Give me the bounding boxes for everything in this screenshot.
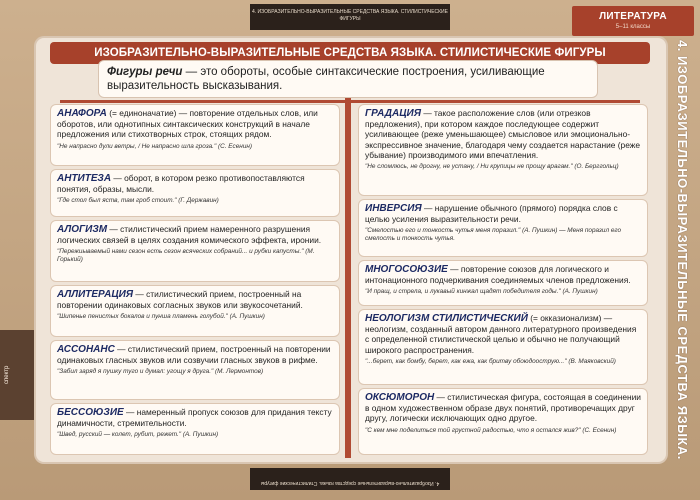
card-body: — стилистический прием, построенный на повторении одинаковых гласных звуков или созвучии гласных звуков в рифме. bbox=[57, 344, 331, 366]
card-gradatsiya bbox=[358, 104, 648, 196]
card-example: "Не напрасно дули ветры, / Не напрасно шла гроза." (С. Есенин) bbox=[57, 142, 253, 150]
card-body: — стилистический прием намеренного разрушения логических связей в целях создания комического эффекта, иронии. bbox=[57, 224, 322, 246]
definition-box bbox=[98, 60, 598, 98]
bottom-label-strip: 4. Изобразительно-выразительные средства языка. Стилистические фигуры bbox=[250, 468, 450, 490]
card-alliteratsiya bbox=[50, 285, 340, 337]
card-alogizm bbox=[50, 220, 340, 282]
card-term: АНТИТЕЗА bbox=[57, 173, 112, 184]
card-example: "Пережиываемый нами сезон есть сезон всяческих собраний... и рубки капусты." (М. Горький) bbox=[57, 248, 315, 264]
card-body: — оборот, в котором резко противопоставляются понятия, образы, мысли. bbox=[57, 173, 305, 195]
subject-badge-grades: 5–11 классы bbox=[615, 24, 651, 30]
card-neologizm bbox=[358, 309, 648, 385]
connector-horizontal bbox=[60, 100, 640, 103]
card-body: (= окказионализм) — неологизм, созданный автором данного литературного произведения с определенной стилистической целью и обычно не получающий широкого распространения. bbox=[365, 313, 637, 355]
card-term: ОКСЮМОРОН bbox=[365, 392, 435, 403]
card-example: "Где стол был яств, там гроб стоит." (Г. Державин) bbox=[57, 197, 219, 205]
card-oksyumoron bbox=[358, 388, 648, 455]
card-bessoyuzie bbox=[50, 403, 340, 455]
card-term: АЛЛИТЕРАЦИЯ bbox=[57, 289, 134, 300]
card-body: — намеренный пропуск союзов для придания тексту динамичности, стремительности. bbox=[57, 407, 332, 429]
card-example: "Шипенье пенистых бокалов и пунша пламень голубой." (А. Пушкин) bbox=[57, 313, 265, 321]
card-example: "Не сломлюсь, не дрогну, не устану, / Ни крупицы не прощу врагам." (О. Берггольц) bbox=[365, 163, 619, 171]
card-body: — повторение союзов для логического и интонационного подчеркивания соединяемых членов предложения. bbox=[365, 264, 631, 286]
card-term: АССОНАНС bbox=[57, 344, 115, 355]
subject-badge-title: ЛИТЕРАТУРА bbox=[599, 11, 667, 22]
card-body: — нарушение обычного (прямого) порядка слов с целью усиления выразительности речи. bbox=[365, 203, 618, 225]
card-term: АЛОГИЗМ bbox=[57, 224, 108, 235]
card-body: — такое расположение слов (или отрезков предложения), при котором каждое последующее содержит усиливающее (реже уменьшающее) смысловое или эмоционально-экспрессивное значение, благодаря чему создается нарастание (реже убывание) производимого ими впечатления. bbox=[365, 108, 641, 160]
card-mnogosoyuzie bbox=[358, 260, 648, 306]
top-label-strip: 4. ИЗОБРАЗИТЕЛЬНО-ВЫРАЗИТЕЛЬНЫЕ СРЕДСТВА ЯЗЫКА. СТИЛИСТИЧЕСКИЕ ФИГУРЫ bbox=[250, 4, 450, 30]
card-example: "И пращ, и стрела, и лукавый кинжал щадят победителя годы." (А. Пушкин) bbox=[365, 288, 598, 296]
card-example: "Смелостью его и тонкость чутья меня поразил." (А. Пушкин) — Меня поразил его смелость и тонкость чутья. bbox=[365, 227, 622, 243]
subject-badge bbox=[572, 6, 694, 36]
card-anafora bbox=[50, 104, 340, 166]
card-term: ГРАДАЦИЯ bbox=[365, 108, 421, 119]
card-example: "Забил заряд я пушку туго и думал: угощу я друга." (М. Лермонтов) bbox=[57, 368, 264, 376]
card-body: — стилистическая фигура, состоящая в соединении в одном художественном образе двух понятий, противоречащих друг другу, логически исключающих одно другое. bbox=[365, 392, 641, 424]
card-example: "Швед, русский — колет, рубит, режет." (А. Пушкин) bbox=[57, 431, 219, 439]
card-example: "...берет, как бомбу, берет, как ежа, как бритву обоюдоострую..." (В. Маяковский) bbox=[365, 357, 616, 365]
definition-text: — это обороты, особые синтаксические построения, усиливающие выразительность высказывания. bbox=[107, 66, 545, 92]
page-title: ИЗОБРАЗИТЕЛЬНО-ВЫРАЗИТЕЛЬНЫЕ СРЕДСТВА ЯЗЫКА. СТИЛИСТИЧЕСКИЕ ФИГУРЫ bbox=[50, 42, 650, 64]
card-term: ИНВЕРСИЯ bbox=[365, 203, 422, 214]
side-vertical-title: 4. ИЗОБРАЗИТЕЛЬНО-ВЫРАЗИТЕЛЬНЫЕ СРЕДСТВА ЯЗЫКА. bbox=[675, 40, 690, 460]
card-body: — стилистический прием, построенный на повторении одинаковых согласных звуков или звукосочетаний. bbox=[57, 289, 303, 311]
card-term: АНАФОРА bbox=[57, 108, 107, 119]
card-term: МНОГОСОЮЗИЕ bbox=[365, 264, 448, 275]
connector-vertical bbox=[345, 98, 351, 458]
publisher-logo: спектр bbox=[0, 330, 34, 420]
card-inversiya bbox=[358, 199, 648, 257]
card-antiteza bbox=[50, 169, 340, 217]
definition-term: Фигуры речи bbox=[107, 66, 183, 78]
card-body: (= единоначатие) — повторение отдельных слов, или оборотов, или однотипных синтаксических конструкций в начале предложения или стихотворных строк, стоящих рядом. bbox=[57, 108, 318, 140]
card-term: БЕССОЮЗИЕ bbox=[57, 407, 124, 418]
card-term: НЕОЛОГИЗМ СТИЛИСТИЧЕСКИЙ bbox=[365, 313, 528, 324]
card-assonans bbox=[50, 340, 340, 400]
card-example: "С кем мне поделиться той грустной радостью, что я остался жив?" (С. Есенин) bbox=[365, 426, 617, 434]
